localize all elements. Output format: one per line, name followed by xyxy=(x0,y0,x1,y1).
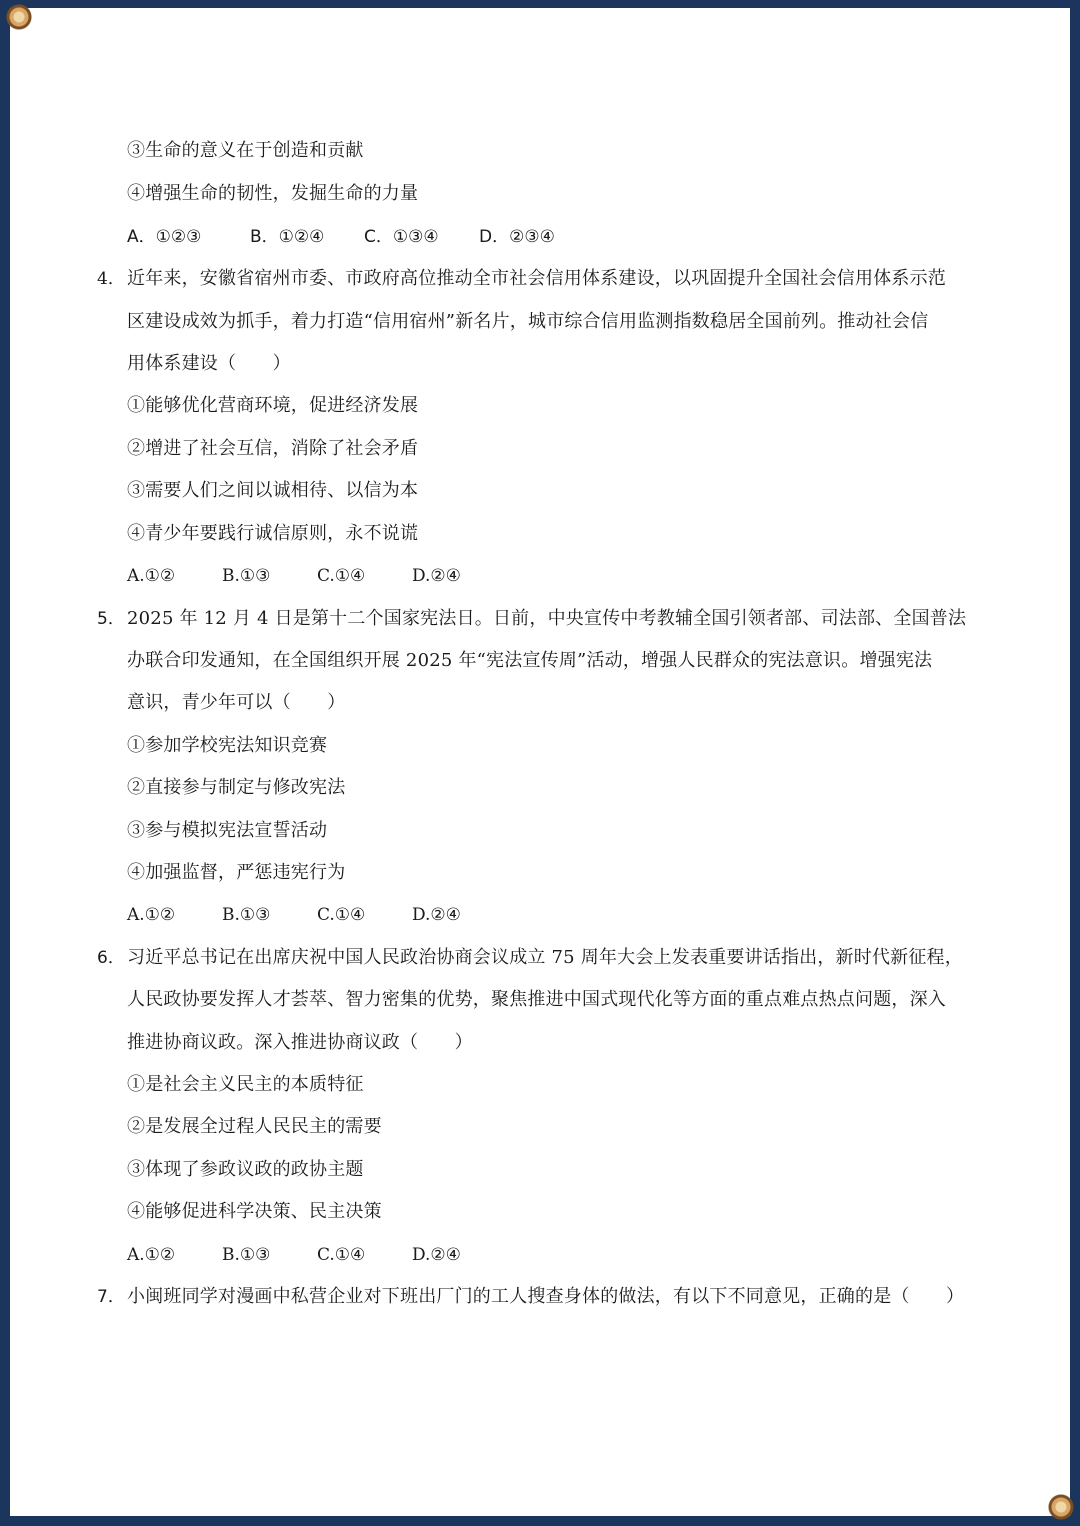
q4-statement-1: ①能够优化营商环境，促进经济发展 xyxy=(127,395,419,416)
q6-statement-2: ②是发展全过程人民民主的需要 xyxy=(127,1116,382,1137)
q3-statement-3: ③生命的意义在于创造和贡献 xyxy=(127,140,364,161)
q5-stem-line-2: 办联合印发通知，在全国组织开展 2025 年“宪法宣传周”活动，增强人民群众的宪法意识。增强宪法 xyxy=(127,650,933,671)
q5-option-a: A.①② xyxy=(127,905,176,925)
q5-statement-3: ③参与模拟宪法宣誓活动 xyxy=(127,820,328,841)
q4-number: 4． xyxy=(97,269,125,289)
corner-ornament xyxy=(6,4,32,30)
q6-statement-1: ①是社会主义民主的本质特征 xyxy=(127,1074,364,1095)
q4-option-d: D.②④ xyxy=(412,566,461,586)
q5-stem-line-3: 意识，青少年可以（ ） xyxy=(127,692,346,713)
q6-stem-line-2: 人民政协要发挥人才荟萃、智力密集的优势，聚焦推进中国式现代化等方面的重点难点热点问题，深入 xyxy=(127,989,946,1010)
q7-number: 7． xyxy=(97,1287,125,1307)
q5-option-b: B.①③ xyxy=(222,905,271,925)
q6-option-c: C.①④ xyxy=(317,1245,366,1265)
q4-statement-4: ④青少年要践行诚信原则，永不说谎 xyxy=(127,523,419,544)
q5-statement-4: ④加强监督，严惩违宪行为 xyxy=(127,862,346,883)
q3-option-a: A．①②③ xyxy=(127,227,202,247)
q5-stem-line-1: 2025 年 12 月 4 日是第十二个国家宪法日。日前，中央宣传中考教辅全国引领者部、司法部、全国普法 xyxy=(127,608,967,629)
q5-statement-2: ②直接参与制定与修改宪法 xyxy=(127,777,346,798)
q4-statement-3: ③需要人们之间以诚相待、以信为本 xyxy=(127,480,419,501)
q6-statement-3: ③体现了参政议政的政协主题 xyxy=(127,1159,364,1180)
q4-option-a: A.①② xyxy=(127,566,176,586)
q5-statement-1: ①参加学校宪法知识竞赛 xyxy=(127,735,328,756)
q3-option-c: C．①③④ xyxy=(364,227,439,247)
q4-statement-2: ②增进了社会互信，消除了社会矛盾 xyxy=(127,438,419,459)
q4-stem-line-2: 区建设成效为抓手，着力打造“信用宿州”新名片，城市综合信用监测指数稳居全国前列。推动社会信 xyxy=(127,311,929,332)
q3-option-d: D．②③④ xyxy=(479,227,555,247)
q3-statement-4: ④增强生命的韧性，发掘生命的力量 xyxy=(127,183,419,204)
q6-statement-4: ④能够促进科学决策、民主决策 xyxy=(127,1201,382,1222)
q5-number: 5． xyxy=(97,609,125,629)
q4-stem-line-1: 近年来，安徽省宿州市委、市政府高位推动全市社会信用体系建设，以巩固提升全国社会信用体系示范 xyxy=(127,268,946,289)
q5-option-c: C.①④ xyxy=(317,905,366,925)
q4-option-b: B.①③ xyxy=(222,566,271,586)
q6-number: 6． xyxy=(97,948,125,968)
q4-option-c: C.①④ xyxy=(317,566,366,586)
q6-stem-line-1: 习近平总书记在出席庆祝中国人民政治协商会议成立 75 周年大会上发表重要讲话指出，新时代新征程， xyxy=(127,947,963,968)
q3-option-b: B．①②④ xyxy=(250,227,325,247)
q6-stem-line-3: 推进协商议政。深入推进协商议政（ ） xyxy=(127,1032,473,1053)
q5-option-d: D.②④ xyxy=(412,905,461,925)
corner-ornament xyxy=(1048,1494,1074,1520)
q6-option-d: D.②④ xyxy=(412,1245,461,1265)
q7-stem-line-1: 小闽班同学对漫画中私营企业对下班出厂门的工人搜查身体的做法，有以下不同意见，正确的是（ ） xyxy=(127,1286,965,1307)
q6-option-b: B.①③ xyxy=(222,1245,271,1265)
q6-option-a: A.①② xyxy=(127,1245,176,1265)
q4-stem-line-3: 用体系建设（ ） xyxy=(127,353,291,374)
